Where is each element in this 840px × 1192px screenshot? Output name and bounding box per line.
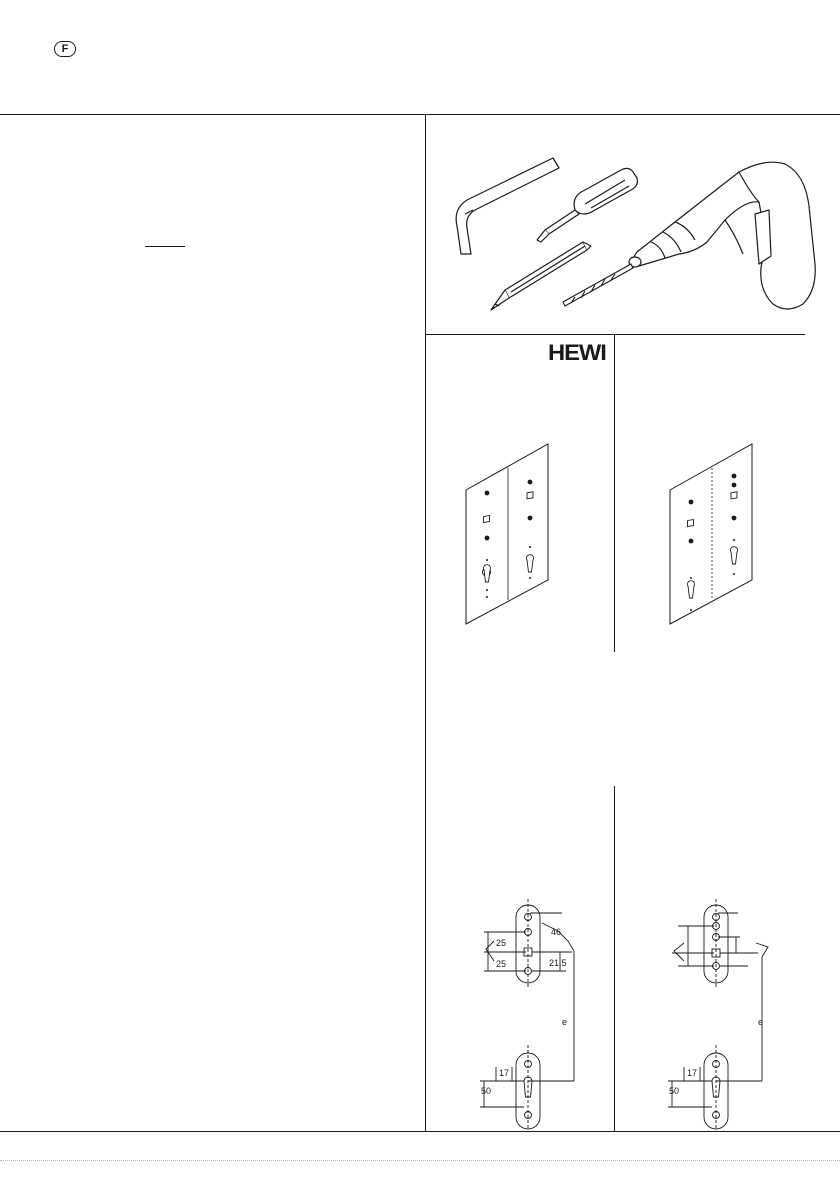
dim-backset: e [562, 1017, 568, 1027]
drill-icon [629, 162, 815, 309]
drilling-template-right [668, 440, 758, 630]
dim-cyl-offset: 17 [687, 1068, 698, 1078]
language-badge: F [54, 41, 76, 57]
tools-illustration [425, 114, 825, 334]
tools-divider [425, 334, 805, 335]
page-edge [0, 1160, 840, 1163]
dim-v1: 25 [496, 938, 507, 948]
screwdriver-icon [537, 168, 637, 242]
dim-spacing: 46 [551, 927, 562, 937]
brand-logo: HEWI [548, 340, 606, 365]
drawing-divider [614, 786, 615, 1131]
dim-offset: 21,5 [549, 958, 567, 968]
underline-mark [145, 246, 185, 247]
dim-v2: 25 [496, 959, 507, 969]
dim-cyl-offset: 17 [499, 1068, 510, 1078]
footer-divider [0, 1131, 840, 1132]
template-divider [614, 334, 615, 652]
drilling-template-left [464, 440, 554, 630]
dimension-drawing-left [470, 895, 600, 1130]
dim-cyl-spacing: 50 [481, 1086, 492, 1096]
dimension-drawing-right [658, 895, 788, 1130]
dim-backset: e [758, 1017, 764, 1027]
drill-bit-icon [563, 264, 633, 306]
dim-cyl-spacing: 50 [669, 1086, 680, 1096]
